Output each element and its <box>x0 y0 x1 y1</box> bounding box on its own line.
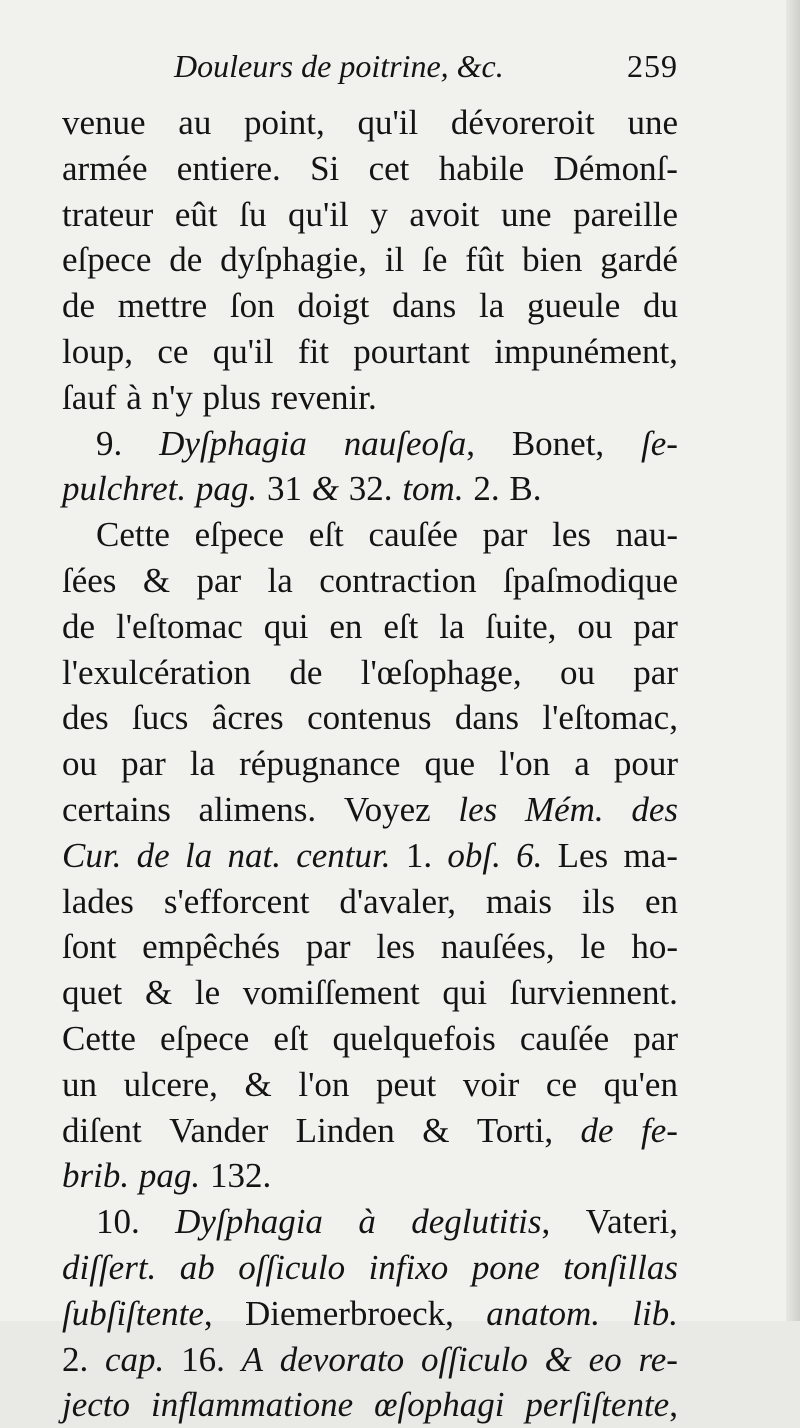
word: pareille <box>573 194 678 234</box>
text-line <box>62 787 678 833</box>
word: s'efforcent <box>163 881 310 921</box>
text-line <box>62 375 678 421</box>
word: gueule <box>526 286 621 326</box>
word: devorato <box>279 1339 405 1379</box>
word: diſent <box>62 1110 142 1150</box>
word: l'on <box>298 1064 350 1104</box>
text-line <box>62 833 678 879</box>
word: Vander <box>169 1110 269 1150</box>
word: une <box>627 103 678 142</box>
word: par <box>633 606 678 646</box>
word: Vateri, <box>585 1202 678 1242</box>
word: l'eſtomac <box>115 606 243 646</box>
word: eſt <box>383 606 419 646</box>
word: les <box>376 927 416 967</box>
text-line <box>62 879 678 925</box>
word: répugnance <box>239 744 401 784</box>
running-title: Douleurs de poitrine, &c. <box>174 48 504 84</box>
text-line <box>62 1062 678 1108</box>
word: eſt <box>273 1018 309 1058</box>
word: ou <box>62 744 97 784</box>
word: ſurviennent. <box>509 973 678 1013</box>
word: 9. <box>96 423 123 463</box>
word: y <box>370 194 388 234</box>
text-line <box>62 421 678 467</box>
text-line <box>62 283 678 329</box>
text-line <box>62 1337 678 1383</box>
word: lades <box>62 881 134 921</box>
word: Cette <box>96 515 170 555</box>
page-number: 259 <box>627 48 678 84</box>
word: empêchés <box>142 927 281 967</box>
text-line <box>62 695 678 741</box>
text-line <box>62 1382 678 1428</box>
text-line <box>62 1108 678 1154</box>
word: doigt <box>297 286 370 326</box>
word: ſauf <box>62 377 117 417</box>
text-line <box>62 741 678 787</box>
text-line <box>62 329 678 375</box>
word: ho- <box>631 927 678 967</box>
text-line <box>62 1291 678 1337</box>
word: ſe- <box>641 423 678 463</box>
word: ſucs <box>132 698 189 738</box>
word: l'on <box>499 744 551 784</box>
word: des <box>62 698 109 738</box>
word: Voyez <box>343 789 431 829</box>
word: dans <box>392 286 457 326</box>
word: peut <box>376 1064 437 1104</box>
word: qu'il <box>212 331 274 371</box>
word: au <box>178 103 212 142</box>
text-line <box>62 512 678 558</box>
word: jecto <box>62 1385 131 1425</box>
word: par <box>305 927 351 967</box>
word: ſon <box>229 286 275 326</box>
word: dans <box>454 698 520 738</box>
word: tonſillas <box>563 1247 678 1287</box>
word: B. <box>509 469 542 509</box>
text-block <box>62 48 678 1428</box>
word: Cette <box>62 1018 136 1058</box>
word: pulchret. <box>62 469 187 509</box>
word: Si <box>310 148 340 188</box>
word: Linden <box>295 1110 395 1150</box>
word: des <box>631 789 678 829</box>
word: quet <box>62 973 123 1013</box>
word: la <box>267 560 293 600</box>
text-line <box>62 558 678 604</box>
word: mais <box>485 881 553 921</box>
word: la <box>189 744 216 784</box>
word: que <box>424 744 476 784</box>
word: l'exulcération <box>62 652 251 692</box>
text-line <box>62 100 678 146</box>
word: la <box>478 286 505 326</box>
word: ſu <box>239 194 267 234</box>
word: & <box>244 1064 272 1104</box>
text-line <box>62 650 678 696</box>
word: les <box>552 515 592 555</box>
word: centur. <box>296 835 391 875</box>
word: 16. <box>181 1339 225 1379</box>
word: tom. <box>402 469 464 509</box>
word: Démonſ- <box>553 148 678 188</box>
word: par <box>633 1018 678 1058</box>
word: lib. <box>632 1293 678 1333</box>
word: 32. <box>348 469 393 509</box>
word: re- <box>638 1339 678 1379</box>
word: qu'il <box>357 103 419 142</box>
word: oſſiculo <box>238 1247 346 1287</box>
word: qu'en <box>603 1064 678 1104</box>
word: dévoreroit <box>450 103 595 142</box>
word: anatom. <box>486 1293 600 1333</box>
word: fût <box>465 240 505 280</box>
word: de <box>289 652 323 692</box>
word: pour <box>613 744 678 784</box>
word: gardé <box>600 240 678 280</box>
text-line <box>62 604 678 650</box>
word: la <box>184 835 213 875</box>
word: a <box>574 744 590 784</box>
word: point, <box>244 103 325 142</box>
word: Les <box>557 835 609 875</box>
word: pag. <box>195 469 258 509</box>
word: eſpece <box>194 515 285 555</box>
word: oſſiculo <box>420 1339 528 1379</box>
word: & <box>311 469 339 509</box>
word: infixo <box>368 1247 449 1287</box>
word: ulcere, <box>123 1064 218 1104</box>
text-line <box>62 1245 678 1291</box>
word: eo <box>588 1339 622 1379</box>
word: & <box>422 1110 450 1150</box>
word: il <box>384 240 405 280</box>
text-line <box>62 924 678 970</box>
word: habile <box>438 148 525 188</box>
word: 1. <box>405 835 433 875</box>
word: ils <box>581 881 616 921</box>
text-line <box>62 466 678 512</box>
word: bien <box>522 240 583 280</box>
word: par <box>196 560 242 600</box>
word: cet <box>368 148 410 188</box>
word: & <box>142 560 171 600</box>
word: par <box>121 744 166 784</box>
word: Diemerbroeck, <box>244 1293 454 1333</box>
text-line <box>62 237 678 283</box>
body-text <box>62 100 678 1428</box>
word: avoit <box>409 194 480 234</box>
word: Dyſphagia <box>159 423 307 463</box>
word: l'œſophage, <box>360 652 522 692</box>
word: cauſée <box>519 1018 610 1058</box>
word: de <box>62 286 96 326</box>
text-line <box>62 970 678 1016</box>
word: Bonet, <box>511 423 605 463</box>
word: ſpaſmodique <box>503 560 678 600</box>
word: ſuite, <box>485 606 557 646</box>
word: 31 <box>266 469 302 509</box>
word: 10. <box>96 1202 140 1242</box>
word: qui <box>263 606 309 646</box>
word: nauſées, <box>440 927 555 967</box>
word: Cur. <box>62 835 122 875</box>
word: contenus <box>307 698 432 738</box>
word: voir <box>462 1064 520 1104</box>
word: ab <box>179 1247 215 1287</box>
word: deglutitis, <box>411 1202 551 1242</box>
word: de <box>580 1110 614 1150</box>
word: pourtant <box>353 331 470 371</box>
text-line <box>62 1153 678 1199</box>
word: nat. <box>227 835 281 875</box>
word: du <box>643 286 678 326</box>
word: âcres <box>211 698 284 738</box>
word: alimens. <box>198 789 317 829</box>
word: ce <box>545 1064 577 1104</box>
word: une <box>500 194 552 234</box>
word: cap. <box>105 1339 165 1379</box>
word: eſt <box>308 515 344 555</box>
word: ſe <box>422 240 448 280</box>
word: pone <box>471 1247 540 1287</box>
word: eſpece <box>159 1018 250 1058</box>
word: 2. <box>473 469 500 509</box>
word: nauſeoſa, <box>343 423 475 463</box>
word: ſées <box>62 560 117 600</box>
text-line <box>62 1199 678 1245</box>
word: ſubſiſtente, <box>62 1293 213 1333</box>
word: d'avaler, <box>339 881 456 921</box>
running-header <box>62 48 678 100</box>
word: A <box>241 1339 263 1379</box>
word: & <box>144 973 173 1013</box>
word: eût <box>174 194 218 234</box>
word: armée <box>62 148 148 188</box>
text-line <box>62 192 678 238</box>
word: l'eſtomac, <box>542 698 678 738</box>
word: de <box>136 835 170 875</box>
word: les <box>458 789 498 829</box>
word: quelquefois <box>332 1018 496 1058</box>
word: entiere. <box>176 148 281 188</box>
word: diſſert. <box>62 1247 157 1287</box>
word: ou <box>559 652 595 692</box>
word: loup, <box>62 331 133 371</box>
word: ſont <box>62 927 117 967</box>
word: en <box>329 606 363 646</box>
word: impunément, <box>494 331 678 371</box>
word: Mém. <box>524 789 604 829</box>
word: fe- <box>641 1110 678 1150</box>
word: pag. <box>138 1156 201 1196</box>
word: le <box>580 927 606 967</box>
word: à <box>358 1202 376 1242</box>
word: par <box>633 652 678 692</box>
word: inflammatione <box>150 1385 354 1425</box>
word: Torti, <box>476 1110 554 1150</box>
word: cauſée <box>368 515 458 555</box>
word: perſiſtente, <box>525 1385 678 1425</box>
word: certains <box>62 789 171 829</box>
word: qu'il <box>288 194 349 234</box>
text-line <box>62 1016 678 1062</box>
word: de <box>169 240 203 280</box>
word: contraction <box>319 560 477 600</box>
word: Dyſphagia <box>175 1202 323 1242</box>
page-edge-shadow <box>786 0 800 1321</box>
word: eſpece <box>62 240 152 280</box>
word: mettre <box>117 286 208 326</box>
word: la <box>439 606 465 646</box>
word: de <box>62 606 96 646</box>
word: n'y <box>151 377 193 417</box>
word: 132. <box>209 1156 272 1196</box>
word: en <box>644 881 678 921</box>
word: le <box>194 973 221 1013</box>
word: trateur <box>62 194 154 234</box>
word: plus <box>202 377 262 417</box>
word: ma- <box>623 835 678 875</box>
text-line <box>62 146 678 192</box>
word: œſophagi <box>374 1385 505 1425</box>
word: dyſphagie, <box>220 240 367 280</box>
word: ce <box>157 331 189 371</box>
word: ou <box>577 606 613 646</box>
word: brib. <box>62 1156 130 1196</box>
word: fit <box>297 331 329 371</box>
word: qui <box>442 973 488 1013</box>
word: par <box>482 515 528 555</box>
word: 6. <box>516 835 543 875</box>
word: un <box>62 1064 97 1104</box>
word: 2. <box>62 1339 89 1379</box>
word: revenir. <box>270 377 377 417</box>
word: & <box>544 1339 572 1379</box>
word: à <box>126 377 142 417</box>
word: nau- <box>615 515 678 555</box>
word: obſ. <box>447 835 501 875</box>
word: venue <box>62 103 146 142</box>
word: vomiſſement <box>242 973 420 1013</box>
